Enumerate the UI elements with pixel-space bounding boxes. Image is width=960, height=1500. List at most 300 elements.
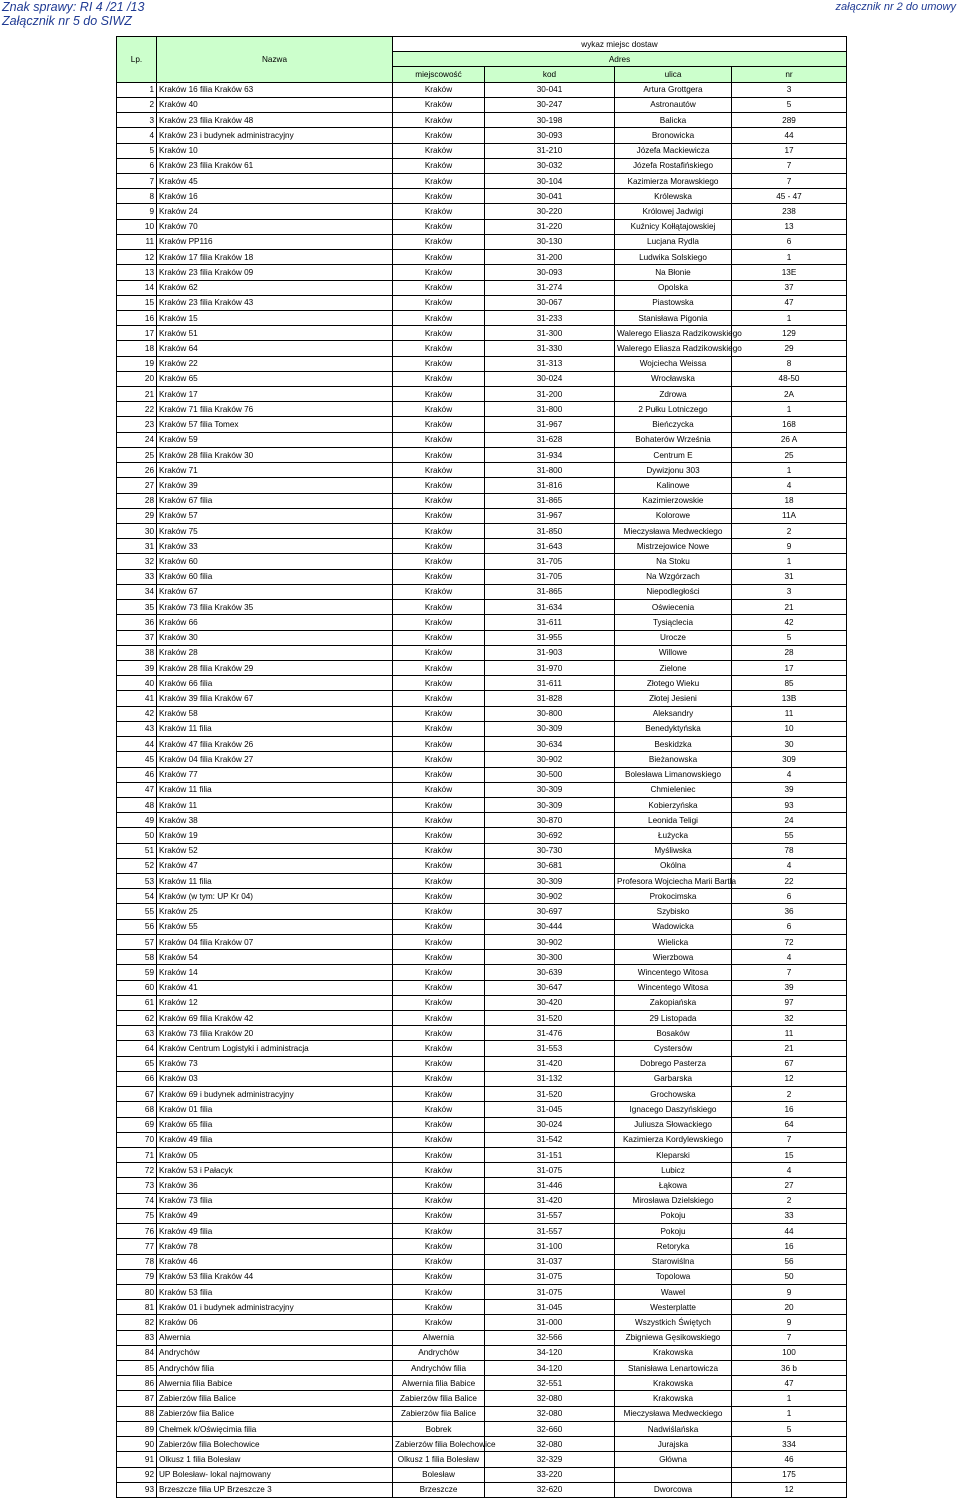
row-number: 52 (117, 858, 157, 873)
street: Astronautów (615, 97, 732, 112)
street: Bosaków (615, 1026, 732, 1041)
city: Kraków (393, 569, 485, 584)
city: Kraków (393, 524, 485, 539)
table-row (117, 158, 847, 173)
row-number: 57 (117, 934, 157, 949)
city: Kraków (393, 965, 485, 980)
contract-attachment-label: załącznik nr 2 do umowy (835, 1, 956, 13)
house-number: 47 (732, 1376, 847, 1391)
postal-code: 30-041 (485, 82, 615, 97)
street: Chmieleniec (615, 782, 732, 797)
postal-code: 30-300 (485, 950, 615, 965)
city: Kraków (393, 660, 485, 675)
location-name: Kraków 73 filia (157, 1193, 393, 1208)
house-number: 1 (732, 402, 847, 417)
row-number: 82 (117, 1315, 157, 1330)
location-name: Kraków 49 filia (157, 1132, 393, 1147)
location-name: Kraków 57 (157, 508, 393, 523)
city: Kraków (393, 919, 485, 934)
postal-code: 31-075 (485, 1163, 615, 1178)
location-name: Kraków 28 filia Kraków 29 (157, 660, 393, 675)
table-row (117, 310, 847, 325)
row-number: 61 (117, 995, 157, 1010)
location-name: Kraków 49 filia (157, 1224, 393, 1239)
postal-code: 32-620 (485, 1482, 615, 1497)
street: Kolorowe (615, 508, 732, 523)
location-name: Zabierzów fiia Balice (157, 1406, 393, 1421)
city: Kraków (393, 432, 485, 447)
city: Kraków (393, 1284, 485, 1299)
house-number: 15 (732, 1147, 847, 1162)
house-number: 4 (732, 1163, 847, 1178)
house-number: 46 (732, 1452, 847, 1467)
table-row (117, 737, 847, 752)
row-number: 81 (117, 1300, 157, 1315)
city: Kraków (393, 889, 485, 904)
document-header-left (2, 0, 144, 28)
street: Krakowska (615, 1345, 732, 1360)
table-row (117, 1452, 847, 1467)
postal-code: 31-200 (485, 387, 615, 402)
row-number: 3 (117, 113, 157, 128)
row-number: 67 (117, 1087, 157, 1102)
location-name: UP Bolesław- lokal najmowany (157, 1467, 393, 1482)
table-row (117, 189, 847, 204)
house-number: 7 (732, 158, 847, 173)
city: Kraków (393, 615, 485, 630)
street: Urocze (615, 630, 732, 645)
city: Zabierzów fiia Balice (393, 1406, 485, 1421)
house-number: 30 (732, 737, 847, 752)
location-name: Chełmek k/Oświęcimia filia (157, 1421, 393, 1436)
table-row (117, 1193, 847, 1208)
street: Bolesława Limanowskiego (615, 767, 732, 782)
house-number: 22 (732, 874, 847, 889)
postal-code: 30-634 (485, 737, 615, 752)
table-row (117, 889, 847, 904)
location-name: Kraków 24 (157, 204, 393, 219)
table-row (117, 1269, 847, 1284)
location-name: Kraków 67 filia (157, 493, 393, 508)
postal-code: 30-800 (485, 706, 615, 721)
postal-code: 31-075 (485, 1269, 615, 1284)
postal-code: 30-067 (485, 295, 615, 310)
street: Juliusza Słowackiego (615, 1117, 732, 1132)
table-row (117, 965, 847, 980)
house-number: 3 (732, 584, 847, 599)
table-row (117, 660, 847, 675)
row-number: 28 (117, 493, 157, 508)
house-number: 6 (732, 919, 847, 934)
street: Wadowicka (615, 919, 732, 934)
postal-code: 31-520 (485, 1011, 615, 1026)
street: Dobrego Pasterza (615, 1056, 732, 1071)
postal-code: 31-151 (485, 1147, 615, 1162)
table-row (117, 645, 847, 660)
postal-code: 32-566 (485, 1330, 615, 1345)
street: Cystersów (615, 1041, 732, 1056)
location-name: Kraków 22 (157, 356, 393, 371)
postal-code: 31-934 (485, 447, 615, 462)
city: Alwernia filia Babice (393, 1376, 485, 1391)
table-row (117, 524, 847, 539)
street: Stanisława Lenartowicza (615, 1361, 732, 1376)
postal-code: 32-329 (485, 1452, 615, 1467)
row-number: 16 (117, 310, 157, 325)
postal-code: 30-309 (485, 874, 615, 889)
row-number: 69 (117, 1117, 157, 1132)
postal-code: 30-444 (485, 919, 615, 934)
table-row (117, 326, 847, 341)
street: Łąkowa (615, 1178, 732, 1193)
house-number: 1 (732, 554, 847, 569)
house-number: 42 (732, 615, 847, 630)
location-name: Kraków 66 filia (157, 676, 393, 691)
house-number: 11 (732, 1026, 847, 1041)
street: Grochowska (615, 1087, 732, 1102)
street: Krakowska (615, 1376, 732, 1391)
row-number: 26 (117, 463, 157, 478)
street: Kazimierzowskie (615, 493, 732, 508)
row-number: 42 (117, 706, 157, 721)
table-row (117, 97, 847, 112)
house-number: 11A (732, 508, 847, 523)
house-number: 8 (732, 356, 847, 371)
location-name: Kraków 25 (157, 904, 393, 919)
location-name: Kraków 38 (157, 813, 393, 828)
table-row (117, 539, 847, 554)
city: Kraków (393, 950, 485, 965)
street (615, 1467, 732, 1482)
house-number: 334 (732, 1437, 847, 1452)
table-row (117, 569, 847, 584)
row-number: 51 (117, 843, 157, 858)
table-row (117, 463, 847, 478)
city: Kraków (393, 1300, 485, 1315)
table-caption: wykaz miejsc dostaw (393, 37, 847, 52)
street: Opolska (615, 280, 732, 295)
table-row (117, 813, 847, 828)
postal-code: 31-643 (485, 539, 615, 554)
table-row (117, 1224, 847, 1239)
city: Kraków (393, 874, 485, 889)
table-row (117, 1284, 847, 1299)
city: Kraków (393, 189, 485, 204)
city: Kraków (393, 1041, 485, 1056)
house-number: 6 (732, 889, 847, 904)
city: Kraków (393, 995, 485, 1010)
postal-code: 30-692 (485, 828, 615, 843)
table-row (117, 1132, 847, 1147)
row-number: 29 (117, 508, 157, 523)
table-row (117, 1102, 847, 1117)
street: 2 Pułku Lotniczego (615, 402, 732, 417)
house-number: 4 (732, 767, 847, 782)
postal-code: 31-865 (485, 584, 615, 599)
row-number: 64 (117, 1041, 157, 1056)
city: Kraków (393, 1163, 485, 1178)
street: Złotej Jesieni (615, 691, 732, 706)
postal-code: 34-120 (485, 1345, 615, 1360)
table-body (117, 82, 847, 1497)
table-row (117, 782, 847, 797)
row-number: 56 (117, 919, 157, 934)
row-number: 10 (117, 219, 157, 234)
location-name: Kraków 71 filia Kraków 76 (157, 402, 393, 417)
postal-code: 33-220 (485, 1467, 615, 1482)
row-number: 27 (117, 478, 157, 493)
postal-code: 31-000 (485, 1315, 615, 1330)
street: Józefa Mackiewicza (615, 143, 732, 158)
location-name: Kraków 53 filia (157, 1284, 393, 1299)
location-name: Kraków 46 (157, 1254, 393, 1269)
row-number: 93 (117, 1482, 157, 1497)
table-row (117, 934, 847, 949)
row-number: 77 (117, 1239, 157, 1254)
postal-code: 31-850 (485, 524, 615, 539)
location-name: Kraków 57 filia Tomex (157, 417, 393, 432)
row-number: 5 (117, 143, 157, 158)
house-number: 20 (732, 1300, 847, 1315)
street: Mieczysława Medweckiego (615, 1406, 732, 1421)
row-number: 2 (117, 97, 157, 112)
house-number: 47 (732, 295, 847, 310)
location-name: Kraków 14 (157, 965, 393, 980)
city: Kraków (393, 1178, 485, 1193)
house-number: 29 (732, 341, 847, 356)
table-row (117, 402, 847, 417)
house-number: 5 (732, 97, 847, 112)
house-number: 67 (732, 1056, 847, 1071)
house-number: 12 (732, 1071, 847, 1086)
location-name: Kraków 47 filia Kraków 26 (157, 737, 393, 752)
location-name: Kraków 23 filia Kraków 09 (157, 265, 393, 280)
postal-code: 31-967 (485, 508, 615, 523)
postal-code: 31-210 (485, 143, 615, 158)
row-number: 21 (117, 387, 157, 402)
table-row (117, 554, 847, 569)
house-number: 25 (732, 447, 847, 462)
row-number: 43 (117, 721, 157, 736)
row-number: 45 (117, 752, 157, 767)
house-number: 1 (732, 250, 847, 265)
case-number: Znak sprawy: RI 4 /21 /13 (2, 0, 145, 14)
location-name: Alwernia filia Babice (157, 1376, 393, 1391)
city: Kraków (393, 767, 485, 782)
street: Retoryka (615, 1239, 732, 1254)
row-number: 46 (117, 767, 157, 782)
city: Kraków (393, 97, 485, 112)
row-number: 83 (117, 1330, 157, 1345)
house-number: 13E (732, 265, 847, 280)
city: Kraków (393, 676, 485, 691)
street: Wierzbowa (615, 950, 732, 965)
house-number: 64 (732, 1117, 847, 1132)
location-name: Kraków 05 (157, 1147, 393, 1162)
street: Stanisława Pigonia (615, 310, 732, 325)
postal-code: 31-865 (485, 493, 615, 508)
location-name: Kraków Centrum Logistyki i administracja (157, 1041, 393, 1056)
row-number: 74 (117, 1193, 157, 1208)
city: Kraków (393, 128, 485, 143)
table-row (117, 493, 847, 508)
house-number: 24 (732, 813, 847, 828)
row-number: 85 (117, 1361, 157, 1376)
city: Kraków (393, 630, 485, 645)
postal-code: 30-902 (485, 934, 615, 949)
postal-code: 31-553 (485, 1041, 615, 1056)
house-number: 2 (732, 1087, 847, 1102)
table-row (117, 1147, 847, 1162)
table-row (117, 113, 847, 128)
city: Kraków (393, 493, 485, 508)
street: Wincentego Witosa (615, 965, 732, 980)
postal-code: 31-220 (485, 219, 615, 234)
location-name: Kraków 59 (157, 432, 393, 447)
row-number: 66 (117, 1071, 157, 1086)
location-name: Kraków 66 (157, 615, 393, 630)
location-name: Kraków 67 (157, 584, 393, 599)
row-number: 71 (117, 1147, 157, 1162)
city: Kraków (393, 204, 485, 219)
postal-code: 31-200 (485, 250, 615, 265)
postal-code: 31-557 (485, 1224, 615, 1239)
row-number: 36 (117, 615, 157, 630)
row-number: 1 (117, 82, 157, 97)
postal-code: 31-628 (485, 432, 615, 447)
house-number: 13 (732, 219, 847, 234)
location-name: Kraków 11 filia (157, 721, 393, 736)
location-name: Andrychów (157, 1345, 393, 1360)
house-number: 72 (732, 934, 847, 949)
postal-code: 30-902 (485, 889, 615, 904)
location-name: Kraków (w tym: UP Kr 04) (157, 889, 393, 904)
row-number: 7 (117, 173, 157, 188)
location-name: Kraków 39 filia Kraków 67 (157, 691, 393, 706)
postal-code: 31-420 (485, 1056, 615, 1071)
header-ulica: ulica (615, 67, 732, 82)
street: Bieńczycka (615, 417, 732, 432)
postal-code: 31-420 (485, 1193, 615, 1208)
table-row (117, 1315, 847, 1330)
table-row (117, 250, 847, 265)
street: Bohaterów Września (615, 432, 732, 447)
table-row (117, 371, 847, 386)
city: Kraków (393, 904, 485, 919)
postal-code: 30-093 (485, 265, 615, 280)
row-number: 44 (117, 737, 157, 752)
location-name: Kraków 11 filia (157, 782, 393, 797)
location-name: Kraków 52 (157, 843, 393, 858)
city: Zabierzów filia Bolechowice (393, 1437, 485, 1452)
street: Garbarska (615, 1071, 732, 1086)
city: Kraków (393, 387, 485, 402)
postal-code: 30-024 (485, 1117, 615, 1132)
location-name: Kraków 73 filia Kraków 35 (157, 600, 393, 615)
city: Kraków (393, 797, 485, 812)
house-number: 238 (732, 204, 847, 219)
house-number: 78 (732, 843, 847, 858)
city: Kraków (393, 721, 485, 736)
city: Kraków (393, 1026, 485, 1041)
table-row (117, 447, 847, 462)
postal-code: 31-828 (485, 691, 615, 706)
street: Topolowa (615, 1269, 732, 1284)
row-number: 12 (117, 250, 157, 265)
house-number: 18 (732, 493, 847, 508)
row-number: 75 (117, 1208, 157, 1223)
location-name: Kraków 77 (157, 767, 393, 782)
row-number: 50 (117, 828, 157, 843)
table-row (117, 1056, 847, 1071)
postal-code: 31-557 (485, 1208, 615, 1223)
street: Na Stoku (615, 554, 732, 569)
row-number: 90 (117, 1437, 157, 1452)
table-row (117, 143, 847, 158)
location-name: Kraków 04 filia Kraków 27 (157, 752, 393, 767)
street: Centrum E (615, 447, 732, 462)
house-number: 21 (732, 1041, 847, 1056)
header-adres: Adres (393, 52, 847, 67)
row-number: 15 (117, 295, 157, 310)
house-number: 7 (732, 965, 847, 980)
row-number: 70 (117, 1132, 157, 1147)
table-row (117, 995, 847, 1010)
table-row (117, 1376, 847, 1391)
row-number: 59 (117, 965, 157, 980)
city: Kraków (393, 463, 485, 478)
table-row (117, 432, 847, 447)
street: Kazimierza Kordylewskiego (615, 1132, 732, 1147)
city: Kraków (393, 813, 485, 828)
city: Kraków (393, 447, 485, 462)
table-row (117, 615, 847, 630)
row-number: 14 (117, 280, 157, 295)
location-name: Kraków 58 (157, 706, 393, 721)
table-row (117, 630, 847, 645)
location-name: Kraków 03 (157, 1071, 393, 1086)
city: Kraków (393, 173, 485, 188)
street: Pokoju (615, 1208, 732, 1223)
location-name: Kraków 65 (157, 371, 393, 386)
street: Lucjana Rydla (615, 234, 732, 249)
postal-code: 31-132 (485, 1071, 615, 1086)
house-number: 56 (732, 1254, 847, 1269)
city: Kraków (393, 143, 485, 158)
attachment-label: Załącznik nr 5 do SIWZ (2, 14, 132, 28)
city: Kraków (393, 1147, 485, 1162)
row-number: 49 (117, 813, 157, 828)
city: Kraków (393, 843, 485, 858)
house-number: 2 (732, 524, 847, 539)
table-row (117, 219, 847, 234)
location-name: Kraków 51 (157, 326, 393, 341)
house-number: 3 (732, 82, 847, 97)
location-name: Kraków 62 (157, 280, 393, 295)
row-number: 68 (117, 1102, 157, 1117)
postal-code: 31-800 (485, 463, 615, 478)
table-row (117, 980, 847, 995)
row-number: 20 (117, 371, 157, 386)
house-number: 21 (732, 600, 847, 615)
street: Złotego Wieku (615, 676, 732, 691)
header-kod: kod (485, 67, 615, 82)
postal-code: 31-816 (485, 478, 615, 493)
house-number: 4 (732, 950, 847, 965)
postal-code: 30-041 (485, 189, 615, 204)
table-row (117, 1041, 847, 1056)
table-row (117, 1178, 847, 1193)
